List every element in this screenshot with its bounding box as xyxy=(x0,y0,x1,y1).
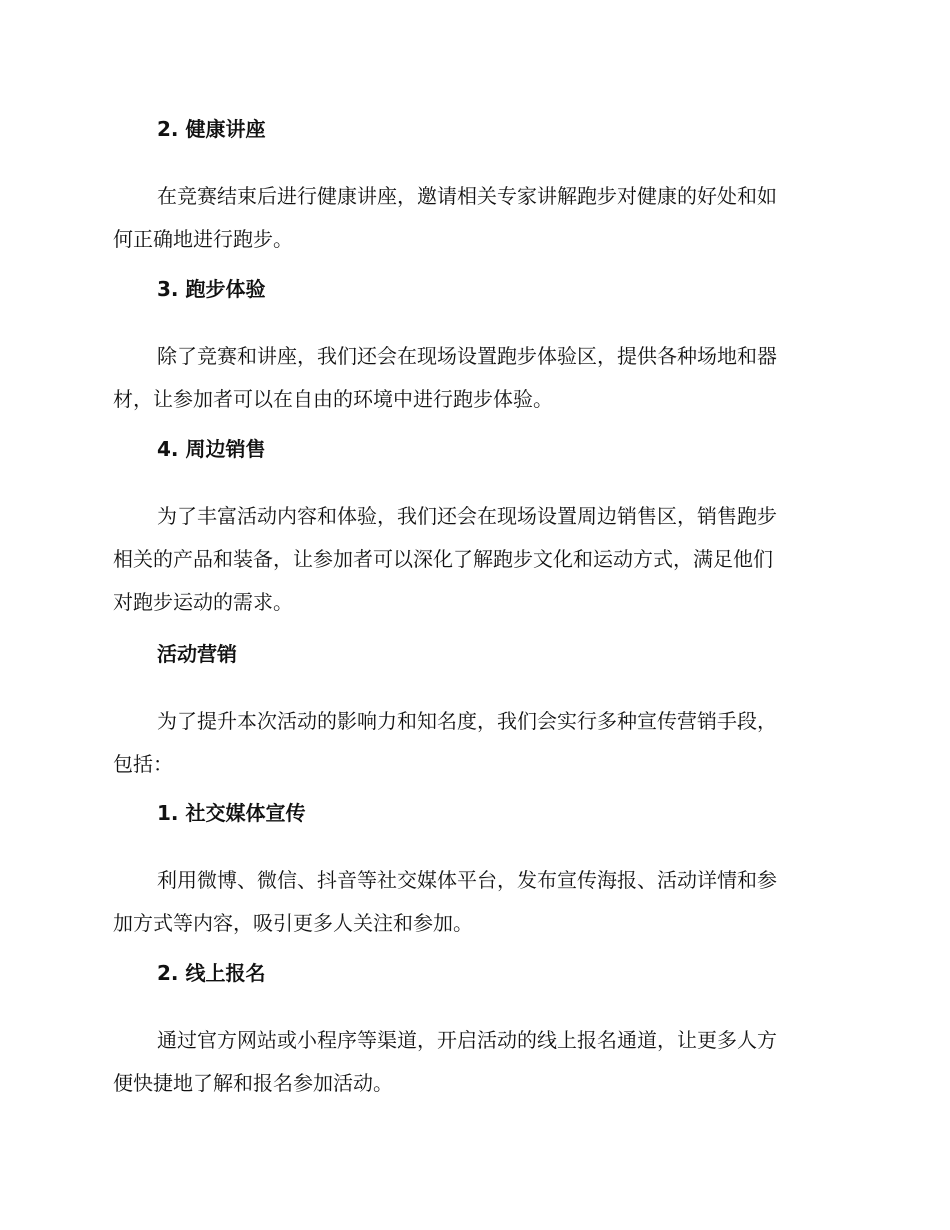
section-heading: 1. 社交媒体宣传 xyxy=(157,801,306,825)
paragraph-line: 为了丰富活动内容和体验，我们还会在现场设置周边销售区，销售跑步 xyxy=(157,504,777,528)
section-paragraph xyxy=(113,495,837,624)
section-paragraph xyxy=(113,700,837,786)
paragraph-line: 材，让参加者可以在自由的环境中进行跑步体验。 xyxy=(113,387,553,411)
paragraph-line: 加方式等内容，吸引更多人关注和参加。 xyxy=(113,911,473,935)
paragraph-line: 通过官方网站或小程序等渠道，开启活动的线上报名通道，让更多人方 xyxy=(157,1028,777,1052)
paragraph-line: 何正确地进行跑步。 xyxy=(113,227,293,251)
paragraph-line: 对跑步运动的需求。 xyxy=(113,590,293,614)
section-health-lecture xyxy=(113,114,837,261)
section-heading: 2. 健康讲座 xyxy=(157,117,266,141)
paragraph-line: 除了竞赛和讲座，我们还会在现场设置跑步体验区，提供各种场地和器 xyxy=(157,344,777,368)
section-paragraph xyxy=(113,175,837,261)
paragraph-line: 相关的产品和装备，让参加者可以深化了解跑步文化和运动方式，满足他们 xyxy=(113,547,773,571)
section-paragraph xyxy=(113,1019,837,1105)
paragraph-line: 在竞赛结束后进行健康讲座，邀请相关专家讲解跑步对健康的好处和如 xyxy=(157,184,777,208)
section-heading: 4. 周边销售 xyxy=(157,437,266,461)
section-heading: 3. 跑步体验 xyxy=(157,277,266,301)
section-social-media xyxy=(113,798,837,945)
paragraph-line: 包括： xyxy=(113,752,173,776)
section-merch-sales xyxy=(113,434,837,624)
section-paragraph xyxy=(113,859,837,945)
section-heading: 2. 线上报名 xyxy=(157,961,266,985)
section-paragraph xyxy=(113,335,837,421)
paragraph-line: 利用微博、微信、抖音等社交媒体平台，发布宣传海报、活动详情和参 xyxy=(157,868,777,892)
paragraph-line: 为了提升本次活动的影响力和知名度，我们会实行多种宣传营销手段， xyxy=(157,709,777,733)
section-heading: 活动营销 xyxy=(157,642,237,666)
section-activity-marketing xyxy=(113,639,837,786)
section-online-registration xyxy=(113,958,837,1105)
section-running-experience xyxy=(113,274,837,421)
paragraph-line: 便快捷地了解和报名参加活动。 xyxy=(113,1071,393,1095)
